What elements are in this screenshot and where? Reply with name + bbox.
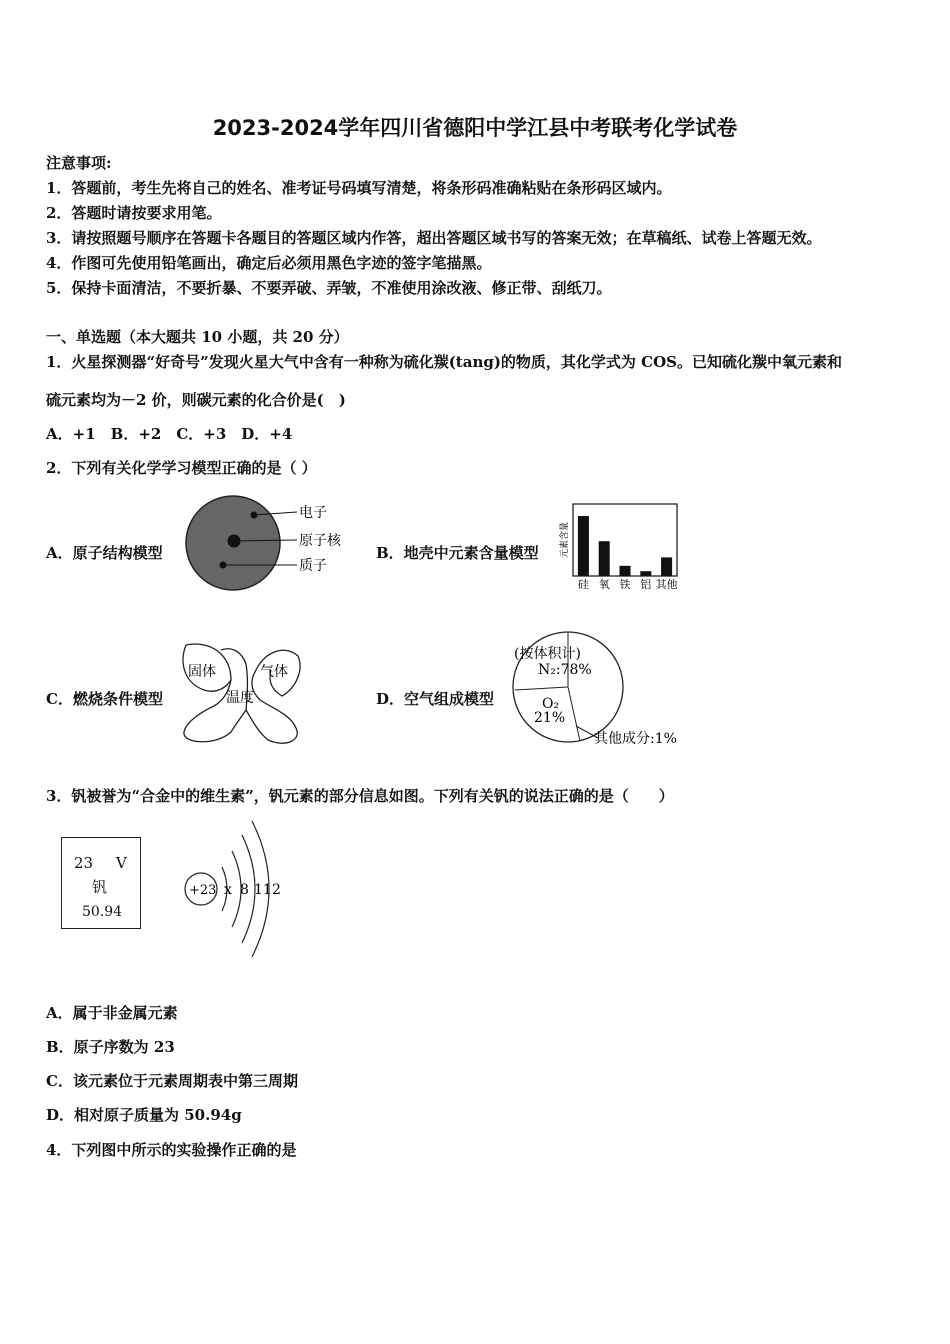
element-number: 23 [74, 854, 94, 872]
nucleus-charge: +23 [189, 883, 217, 898]
q3-option-d: D．相对原子质量为 50.94g [46, 1106, 242, 1124]
pie-label-o2-pct: 21% [534, 710, 566, 726]
chart-category-label: 氧 [598, 578, 610, 591]
chart-bar-4 [640, 571, 651, 576]
notice-item: 2．答题时请按要求用笔。 [46, 204, 222, 222]
notice-item: 3．请按照题号顺序在答题卡各题目的答题区域内作答，超出答题区域书写的答案无效；在草稿纸、试卷上答题无效。 [46, 229, 822, 247]
air-composition-figure [510, 628, 700, 752]
q3-option-b: B．原子序数为 23 [46, 1038, 175, 1056]
q4-stem: 4．下列图中所示的实验操作正确的是 [46, 1141, 297, 1159]
chart-category-label: 铁 [619, 578, 631, 591]
label-temperature: 温度 [226, 690, 254, 706]
notice-item: 5．保持卡面清洁，不要折暴、不要弄破、弄皱，不准使用涂改液、修正带、刮纸刀。 [46, 279, 612, 297]
crust-element-chart [555, 500, 685, 595]
notice-item: 4．作图可先使用铅笔画出，确定后必须用黑色字迹的签字笔描黑。 [46, 254, 492, 272]
label-proton: 质子 [299, 558, 327, 574]
pie-header: (按体积计) [514, 646, 581, 662]
element-mass: 50.94 [82, 904, 123, 920]
q3-option-a: A．属于非金属元素 [46, 1004, 178, 1022]
q3-option-c: C．该元素位于元素周期表中第三周期 [46, 1072, 298, 1090]
pie-label-other: 其他成分:1% [594, 731, 677, 747]
pie-label-o2: O₂ [542, 696, 560, 712]
chart-category-label: 其他 [655, 578, 678, 591]
chart-bar-2 [599, 541, 610, 576]
shell-2-count: 8 [240, 882, 249, 898]
chart-ylabel: 元素含量 [560, 521, 570, 559]
label-electron: 电子 [299, 505, 327, 521]
element-symbol: V [116, 854, 127, 872]
chart-category-label: 硅 [577, 578, 589, 591]
section-heading: 一、单选题（本大题共 10 小题，共 20 分） [46, 328, 349, 346]
label-gas: 气体 [260, 664, 288, 680]
q2-option-d: D．空气组成模型 [376, 690, 495, 708]
shell-3-count: 11 [254, 882, 272, 898]
label-solid: 固体 [188, 664, 216, 680]
q3-stem: 3．钒被誉为“合金中的维生素”，钒元素的部分信息如图。下列有关钒的说法正确的是（ ） [46, 787, 674, 805]
shell-4-count: 2 [272, 882, 281, 898]
q1-stem-line1: 1．火星探测器“好奇号”发现火星大气中含有一种称为硫化羰(tang)的物质，其化学式为 COS。已知硫化羰中氧元素和 [46, 353, 842, 371]
fire-triangle-figure [176, 640, 306, 748]
vanadium-shell-diagram [178, 815, 293, 963]
element-name: 钒 [92, 878, 108, 896]
element-card [61, 837, 141, 929]
page-title: 2023-2024学年四川省德阳中学江县中考联考化学试卷 [212, 116, 738, 140]
chart-category-label: 铝 [640, 578, 652, 591]
q2-option-a: A．原子结构模型 [46, 544, 163, 562]
label-nucleus: 原子核 [299, 533, 341, 549]
chart-bar-3 [620, 566, 631, 576]
q2-option-c: C．燃烧条件模型 [46, 690, 163, 708]
shell-1-x: x [224, 882, 232, 898]
notice-item: 1．答题前，考生先将自己的姓名、准考证号码填写清楚，将条形码准确粘贴在条形码区域内。 [46, 179, 672, 197]
notice-heading: 注意事项: [46, 154, 112, 172]
q2-option-b: B．地壳中元素含量模型 [376, 544, 539, 562]
q1-options: A．+1 B．+2 C．+3 D．+4 [46, 425, 293, 443]
chart-bar-5 [661, 557, 672, 576]
chart-bar-1 [578, 516, 589, 576]
atom-model-figure [175, 494, 360, 596]
q2-stem: 2．下列有关化学学习模型正确的是（ ） [46, 459, 317, 477]
pie-label-n2: N₂:78% [538, 662, 592, 678]
q1-stem-line2: 硫元素均为－2 价，则碳元素的化合价是( ) [46, 391, 346, 409]
